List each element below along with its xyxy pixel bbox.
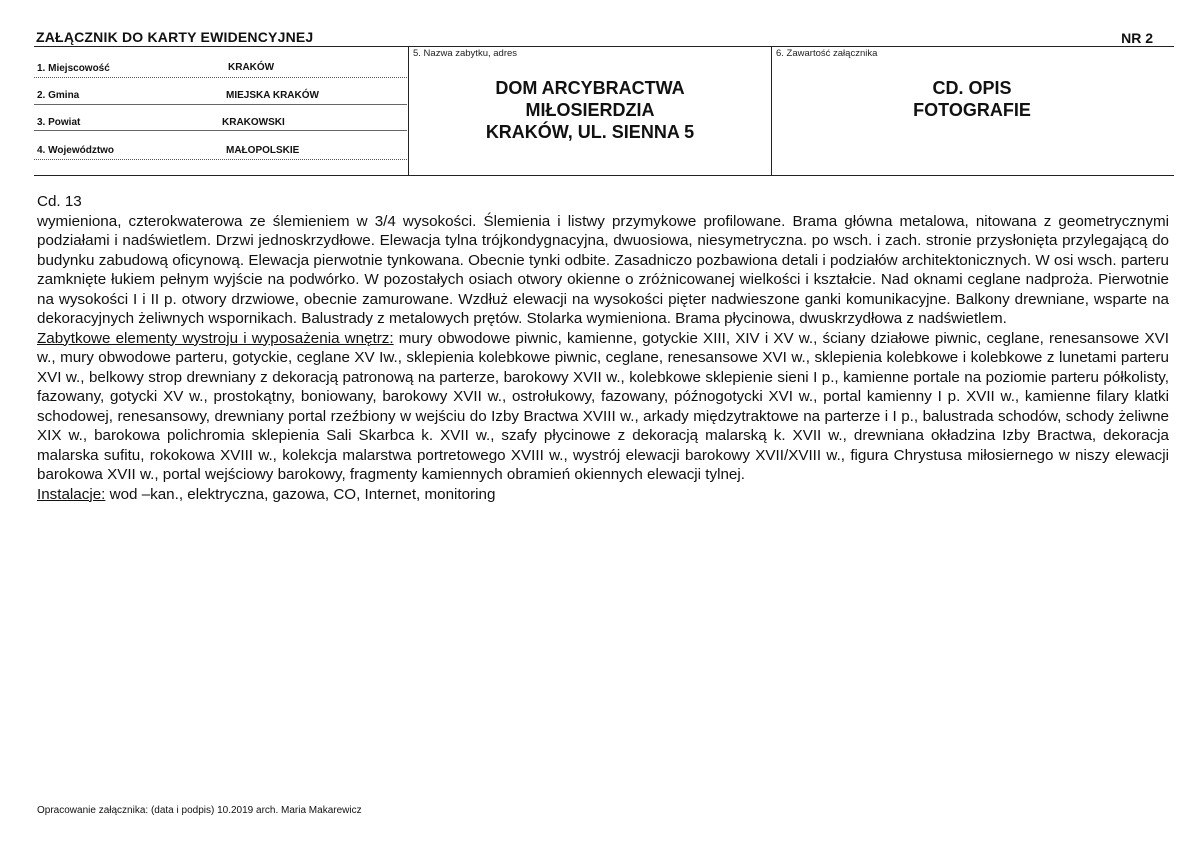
- contents-line2: FOTOGRAFIE: [913, 100, 1031, 120]
- field-label: 1. Miejscowość: [37, 63, 110, 74]
- continuation-heading: Cd. 13: [37, 193, 82, 210]
- field-label: 3. Powiat: [37, 117, 81, 128]
- box5-label: 5. Nazwa zabytku, adres: [413, 48, 518, 59]
- document-title: ZAŁĄCZNIK DO KARTY EWIDENCYJNEJ: [36, 29, 314, 45]
- installations-label: Instalacje:: [37, 485, 106, 503]
- description-body: [37, 192, 1169, 504]
- field-underline: [34, 159, 407, 160]
- field-value: MIEJSKA KRAKÓW: [226, 90, 319, 101]
- field-value: KRAKOWSKI: [222, 117, 285, 128]
- prepared-by: Opracowanie załącznika: (data i podpis) 10.2019 arch. Maria Makarewicz: [37, 805, 362, 816]
- field-underline: [34, 130, 407, 131]
- monument-address: KRAKÓW, UL. SIENNA 5: [485, 122, 695, 142]
- monument-name-line2: MIŁOSIERDZIA: [525, 100, 655, 120]
- contents-line1: CD. OPIS: [932, 78, 1012, 98]
- field-underline: [34, 77, 407, 78]
- historic-elements-label: Zabytkowe elementy wystroju i wyposażenia wnętrz:: [37, 329, 394, 347]
- historic-elements-paragraph: [37, 329, 1169, 485]
- description-paragraph: wymieniona, czterokwaterowa ze ślemieniem w 3/4 wysokości. Ślemienia i listwy przymykowe profilowane. Brama główna metalowa, nitowana z geometrycznymi podziałami i nadświetlem. Drzwi jednoskrzydłowe. Elewacja tylna trójkondygnacyjna, dwuosiowa, niesymetryczna. po wsch. i zach. stronie przysłonięta przylegającą do budynku zabudową oficynową. Elewacja pierwotnie tynkowana. Obecnie tynki odbite. Zasadniczo pozbawiona detali i podziałów architektonicznych. W osi wsch. parteru zamknięte łukiem pełnym wyjście na podwórko. W pozostałych osiach otwory okienne o zróżnicowanej wielkości i kształcie. Nad oknami ceglane nadproża. Pierwotnie na wysokości I i II p. otwory drzwiowe, obecnie zamurowane. Wzdłuż elewacji na wysokości pięter nadwieszone ganki komunikacyjne. Balkony drewniane, wsparte na dekoracyjnych żeliwnych wspornikach. Balustrady z metalowych prętów. Stolarka wymieniona. Brama płycinowa, dwuskrzydłowa z nadświetlem.: [37, 212, 1169, 327]
- installations-paragraph: [37, 485, 1169, 505]
- historic-elements-text: mury obwodowe piwnic, kamienne, gotyckie XIII, XIV i XV w., ściany działowe piwnic, ceglane, renesansowe XVI w., mury obwodowe parteru, gotyckie, ceglane XV Iw., sklepienia kolebkowe piwnic, ceglane, renesansowe XVI w., sklepienia kolebkowe i kolebkowe z lunetami parteru XVI w., belkowy strop drewniany z dekoracją patronową na parterze, barokowy XVII w., kolebkowe sklepienie sieni I p., kamienne portale na poziomie parteru półkolisty, fazowany, gotycki XV w., prostokątny, boniowany, barokowy XVII w., ostrołukowy, fazowany, późnogotycki XVI w., portal kamienny I p. XVII w., kamienne filary klatki schodowej, renesansowy, drewniany portal rzeźbiony w wejściu do Izby Bractwa XVIII w., arkady międzytraktowe na parterze i I p., balustrada schodów, schody żeliwne XIX w., barokowa polichromia sklepienia Sali Skarbca k. XVII w., szafy płycinowe z dekoracją malarską k. XVII w., drewniana okładzina Izby Bractwa, dekoracja malarska sufitu, rokokowa XVIII w., kolekcja malarstwa portretowego XVIII w., wystrój elewacji barokowy XVII/XVIII w., figura Chrystusa miłosiernego w niszy elewacji barokowa XVII w., portal wejściowy barokowy, fragmenty kamiennych obramień okiennych elewacji tylnej.: [37, 329, 1169, 483]
- field-label: 2. Gmina: [37, 90, 80, 101]
- field-value: MAŁOPOLSKIE: [226, 145, 300, 156]
- attachment-contents: [772, 77, 1172, 121]
- field-label: 4. Województwo: [37, 145, 115, 156]
- monument-name: [409, 77, 771, 143]
- header-top-rule: [34, 46, 1174, 47]
- field-underline: [34, 104, 407, 105]
- monument-name-line1: DOM ARCYBRACTWA: [495, 78, 685, 98]
- field-value: KRAKÓW: [228, 62, 275, 73]
- installations-text: wod –kan., elektryczna, gazowa, CO, Internet, monitoring: [105, 485, 496, 503]
- attachment-number: NR 2: [1121, 30, 1153, 46]
- header-bottom-rule: [34, 175, 1174, 176]
- box6-label: 6. Zawartość załącznika: [776, 48, 878, 59]
